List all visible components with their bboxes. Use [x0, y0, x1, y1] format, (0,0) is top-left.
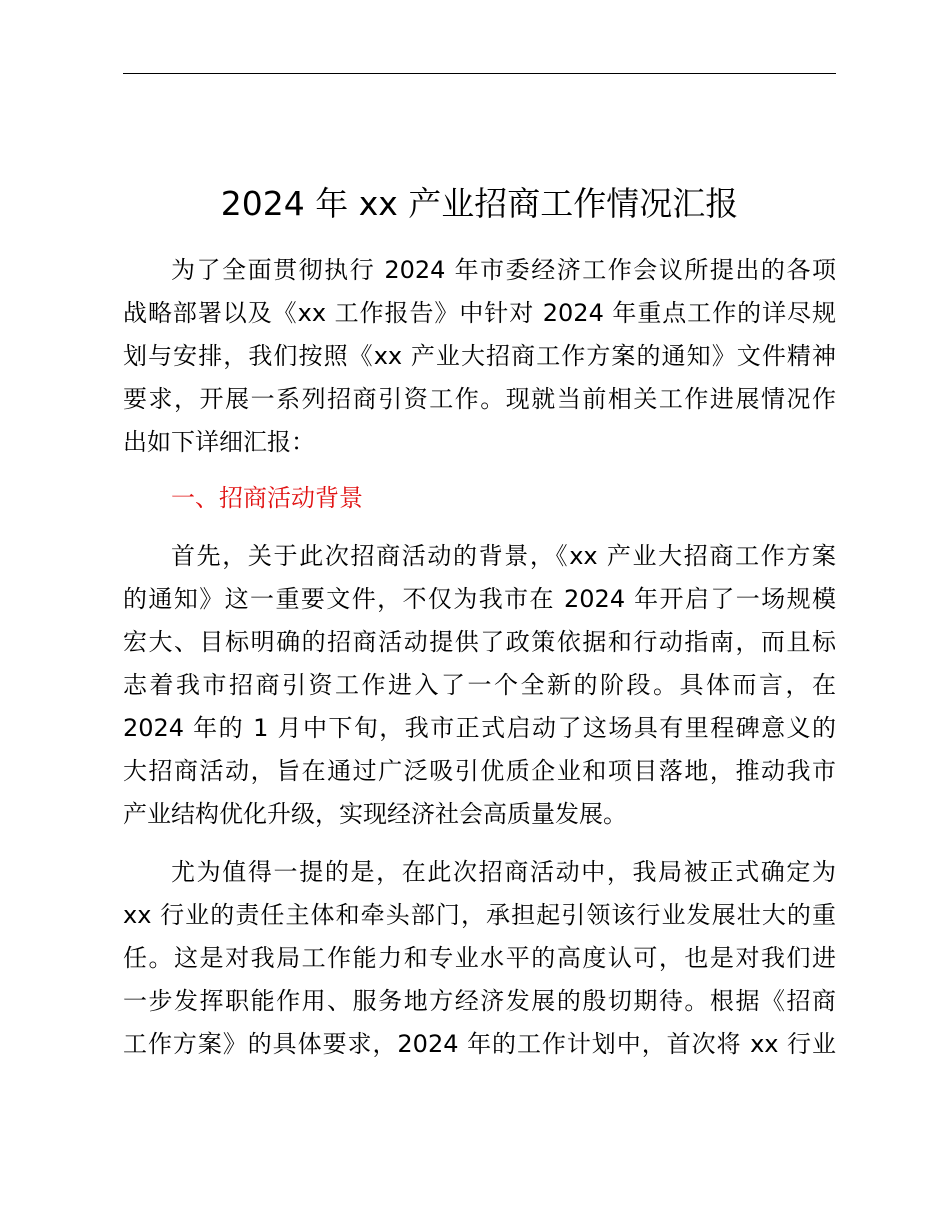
text-line: 一步发挥职能作用、服务地方经济发展的殷切期待。根据《招商 [123, 987, 836, 1015]
text-line: 划与安排，我们按照《xx 产业大招商工作方案的通知》文件精神 [123, 342, 836, 370]
text-line: 为了全面贯彻执行 2024 年市委经济工作会议所提出的各项 [171, 256, 836, 284]
text-line: 首先，关于此次招商活动的背景，《xx 产业大招商工作方案 [171, 542, 836, 570]
text-line: xx 行业的责任主体和牵头部门，承担起引领该行业发展壮大的重 [123, 901, 836, 929]
header-rule [123, 73, 836, 74]
document-title: 2024 年 xx 产业招商工作情况汇报 [220, 184, 739, 223]
text-line: 宏大、目标明确的招商活动提供了政策依据和行动指南，而且标 [123, 628, 836, 656]
text-line: 2024 年的 1 月中下旬，我市正式启动了这场具有里程碑意义的 [123, 714, 836, 742]
text-line: 大招商活动，旨在通过广泛吸引优质企业和项目落地，推动我市 [123, 757, 836, 785]
text-line: 的通知》这一重要文件，不仅为我市在 2024 年开启了一场规模 [123, 585, 836, 613]
text-line: 战略部署以及《xx 工作报告》中针对 2024 年重点工作的详尽规 [123, 299, 836, 327]
text-line: 志着我市招商引资工作进入了一个全新的阶段。具体而言，在 [123, 671, 836, 699]
text-line: 任。这是对我局工作能力和专业水平的高度认可，也是对我们进 [123, 944, 836, 972]
text-line: 工作方案》的具体要求，2024 年的工作计划中，首次将 xx 行业 [123, 1030, 836, 1058]
text-line: 要求，开展一系列招商引资工作。现就当前相关工作进展情况作 [123, 385, 836, 413]
text-line: 出如下详细汇报： [123, 428, 315, 456]
text-line: 尤为值得一提的是，在此次招商活动中，我局被正式确定为 [171, 858, 836, 886]
section-heading: 一、招商活动背景 [171, 484, 363, 512]
text-line: 产业结构优化升级，实现经济社会高质量发展。 [123, 800, 627, 828]
